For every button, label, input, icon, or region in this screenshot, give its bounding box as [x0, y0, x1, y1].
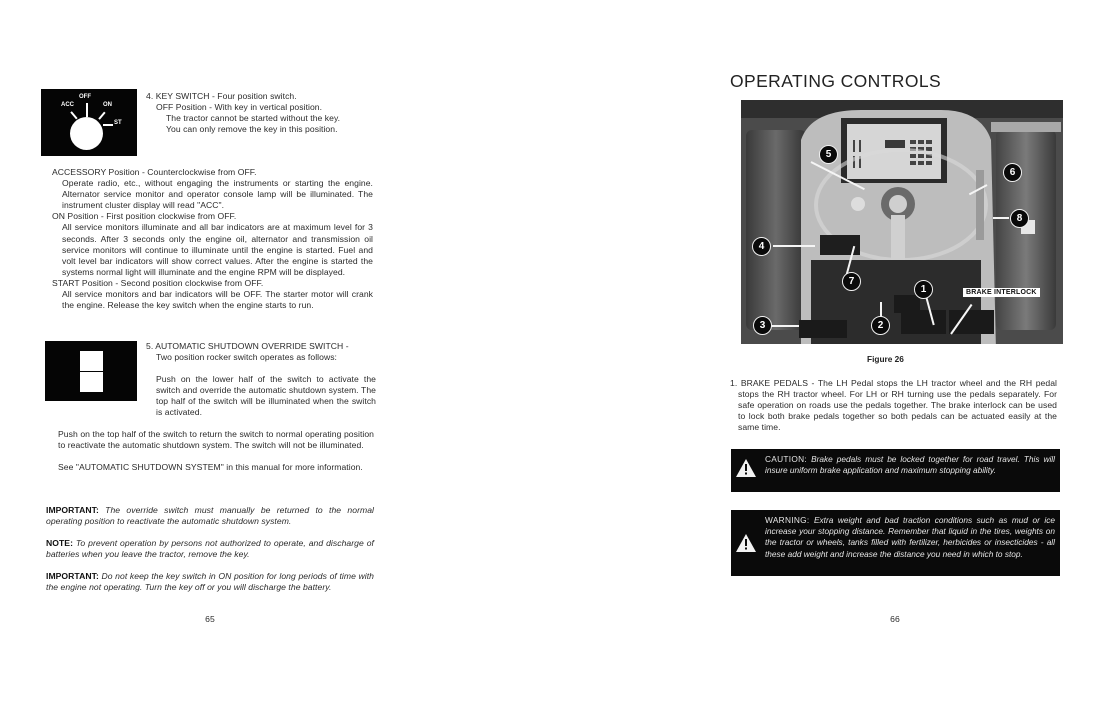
- important-label-2: IMPORTANT:: [46, 571, 99, 582]
- warning-text: Extra weight and bad traction conditions such as mud or ice increase your stopping distance. Remember that liquid in the tires, weights on the tractor or wheels, tanks filled with fertilizer, herbicides or insecticides - all these add weight and increase the distance you need in which to stop.: [765, 515, 1055, 559]
- callout-4: 4: [752, 237, 771, 256]
- callout-8: 8: [1010, 209, 1029, 228]
- callout-5: 5: [819, 145, 838, 164]
- key-positions-section: [52, 167, 373, 311]
- caution-text-block: [765, 454, 1055, 476]
- note-text: To prevent operation by persons not authorized to operate, and discharge of batteries when you leave the tractor, remove the key.: [46, 538, 374, 560]
- override-switch-subheading: Two position rocker switch operates as follows:: [156, 352, 337, 363]
- key-tick-acc: [70, 112, 77, 120]
- key-tick-off: [86, 103, 88, 117]
- rocker-top-half-icon: [80, 351, 103, 371]
- warning-text-block: [765, 515, 1055, 560]
- page-title: OPERATING CONTROLS: [730, 71, 942, 91]
- on-position-text: All service monitors illuminate and all bar indicators are at maximum level for 3 seconds. After 3 seconds only the engine oil, alternator and transmission oil service monitors will continue to illuminate until the engine is started. Fuel and volt level bar indicators will show correct values. After the engine is started the systems normal light will illuminate and the engine RPM will be displayed.: [62, 222, 373, 277]
- key-label-st: ST: [114, 120, 122, 126]
- callout-4-arrow: [773, 245, 815, 247]
- off-position-detail-1: The tractor cannot be started without the key.: [166, 113, 341, 124]
- callout-3-arrow: [771, 325, 799, 327]
- push-lower-text: Push on the lower half of the switch to activate the switch and override the automatic shutdown system. The top half of the switch will be illuminated when the switch is activated.: [156, 374, 376, 418]
- brake-interlock-label: BRAKE INTERLOCK: [963, 288, 1040, 297]
- override-switch-details: [58, 429, 374, 473]
- rocker-switch-diagram: [45, 341, 137, 401]
- start-position-text: All service monitors and bar indicators will be OFF. The starter motor will crank the engine. Release the key switch when the engine starts to run.: [62, 289, 373, 311]
- warning-box: [731, 510, 1060, 576]
- see-also-text: See "AUTOMATIC SHUTDOWN SYSTEM" in this manual for more information.: [58, 462, 363, 473]
- notes-section: [46, 505, 374, 594]
- brake-pedals-text: 1. BRAKE PEDALS - The LH Pedal stops the LH tractor wheel and the RH pedal stops the RH tractor wheel. For LH or RH turning use the pedals separately. For safe operation on roads use the pedals together. The brake interlock can be used to lock both brake pedals together so both pedals can be actuated easily at the same time.: [730, 378, 1057, 433]
- callout-7: 7: [842, 272, 861, 291]
- note-label: NOTE:: [46, 538, 73, 549]
- accessory-position-heading: ACCESSORY Position - Counterclockwise from OFF.: [52, 167, 257, 177]
- figure-26-photo: [741, 100, 1063, 344]
- important-note-1: [46, 505, 374, 527]
- caution-box: [731, 449, 1060, 492]
- key-switch-section: [146, 91, 396, 135]
- key-switch-diagram: [41, 89, 137, 156]
- off-position-detail-2: You can only remove the key in this position.: [166, 124, 338, 135]
- figure-caption: Figure 26: [867, 354, 904, 364]
- key-tick-on: [98, 112, 105, 120]
- off-position-heading: OFF Position - With key in vertical position.: [156, 102, 323, 113]
- warning-label: WARNING:: [765, 515, 810, 525]
- key-label-on: ON: [103, 102, 112, 108]
- key-tick-st: [103, 124, 113, 126]
- start-position-heading: START Position - Second position clockwise from OFF.: [52, 277, 264, 288]
- caution-text: Brake pedals must be locked together for road travel. This will insure uniform brake application and maximum stopping ability.: [765, 454, 1055, 476]
- warning-triangle-icon: [736, 459, 756, 477]
- rocker-bottom-half-icon: [80, 372, 103, 392]
- on-position-heading: ON Position - First position clockwise from OFF.: [52, 211, 237, 222]
- warning-triangle-icon: [736, 534, 756, 552]
- page-number-65: 65: [205, 614, 215, 624]
- caution-label: CAUTION:: [765, 454, 808, 464]
- callout-6: 6: [1003, 163, 1022, 182]
- callout-2: 2: [871, 316, 890, 335]
- note-block: [46, 538, 374, 560]
- key-label-acc: ACC: [61, 102, 74, 108]
- key-label-off: OFF: [79, 94, 91, 100]
- brake-pedals-section: [730, 378, 1057, 433]
- accessory-position-text: Operate radio, etc., without engaging the instruments or starting the engine. Alternator service monitor and operator console lamp will be illuminated. The instrument cluster display will read "ACC".: [62, 178, 373, 211]
- override-switch-heading: 5. AUTOMATIC SHUTDOWN OVERRIDE SWITCH -: [146, 341, 349, 351]
- important-note-2: [46, 571, 374, 593]
- callout-8-arrow: [993, 217, 1009, 219]
- callout-1: 1: [914, 280, 933, 299]
- important-text-1: The override switch must manually be returned to the normal operating position to reactivate the automatic shutdown system.: [46, 505, 374, 527]
- override-switch-section: [146, 341, 376, 419]
- key-switch-heading: 4. KEY SWITCH - Four position switch.: [146, 91, 297, 101]
- important-label-1: IMPORTANT:: [46, 505, 99, 515]
- key-knob-icon: [70, 117, 103, 150]
- push-top-text: Push on the top half of the switch to return the switch to normal operating position to reactivate the automatic shutdown system. The switch will not be illuminated.: [58, 429, 374, 451]
- manual-page-66: [555, 0, 1109, 721]
- page-number-66: 66: [890, 614, 900, 624]
- important-text-2: Do not keep the key switch in ON position for long periods of time with the engine not operating. Turn the key off or you will discharge the battery.: [46, 571, 374, 593]
- callout-3: 3: [753, 316, 772, 335]
